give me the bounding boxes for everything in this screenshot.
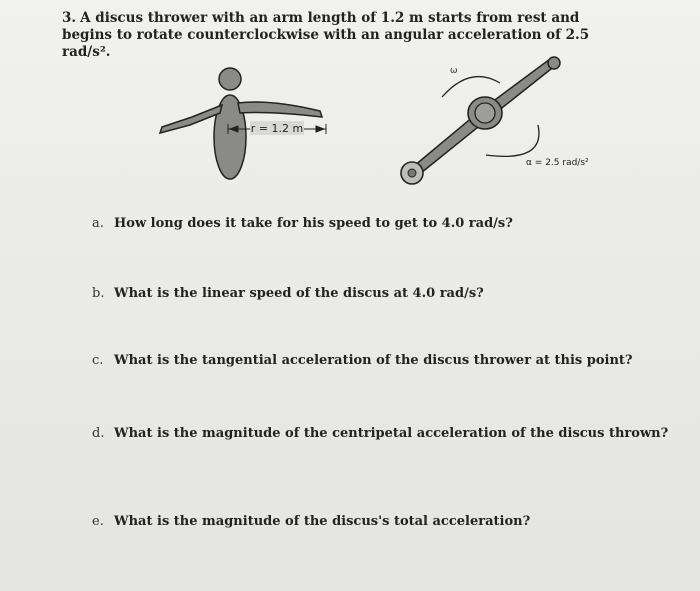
question-a <box>92 216 513 231</box>
alpha-label: α = 2.5 rad/s² <box>526 158 589 168</box>
omega-arc <box>442 77 500 97</box>
omega-label: ω <box>450 66 458 76</box>
question-letter: c. <box>92 353 104 368</box>
shoulder-inner <box>475 103 495 123</box>
radius-label: r = 1.2 m <box>250 122 304 135</box>
question-letter: b. <box>92 286 105 301</box>
question-text: What is the tangential acceleration of the discus thrower at this point? <box>114 353 633 368</box>
thrower-right-arm <box>238 102 322 117</box>
question-text: What is the magnitude of the discus's total acceleration? <box>114 514 531 529</box>
question-text: How long does it take for his speed to get to 4.0 rad/s? <box>114 216 513 231</box>
problem-text: A discus thrower with an arm length of 1.2 m starts from rest and begins to rotate counterclockwise with an angular acceleration of 2.5 rad/s². <box>62 10 590 60</box>
problem-number: 3. <box>62 10 77 26</box>
thrower-head <box>219 68 241 90</box>
question-letter: e. <box>92 514 104 529</box>
hand-circle <box>548 57 560 69</box>
alpha-arc <box>486 125 539 156</box>
thrower-left-arm <box>160 105 222 133</box>
question-e <box>92 514 530 529</box>
discus-center <box>408 169 416 177</box>
discus-thrower-figure <box>150 55 620 199</box>
question-text: What is the linear speed of the discus at 4.0 rad/s? <box>114 286 484 301</box>
rotating-arm-view <box>401 57 589 184</box>
figure-svg <box>150 55 620 195</box>
question-c <box>92 353 633 368</box>
question-d <box>92 426 668 441</box>
problem-statement <box>62 10 622 61</box>
question-letter: a. <box>92 216 104 231</box>
question-letter: d. <box>92 426 105 441</box>
question-b <box>92 286 484 301</box>
question-text: What is the magnitude of the centripetal acceleration of the discus thrown? <box>114 426 669 441</box>
